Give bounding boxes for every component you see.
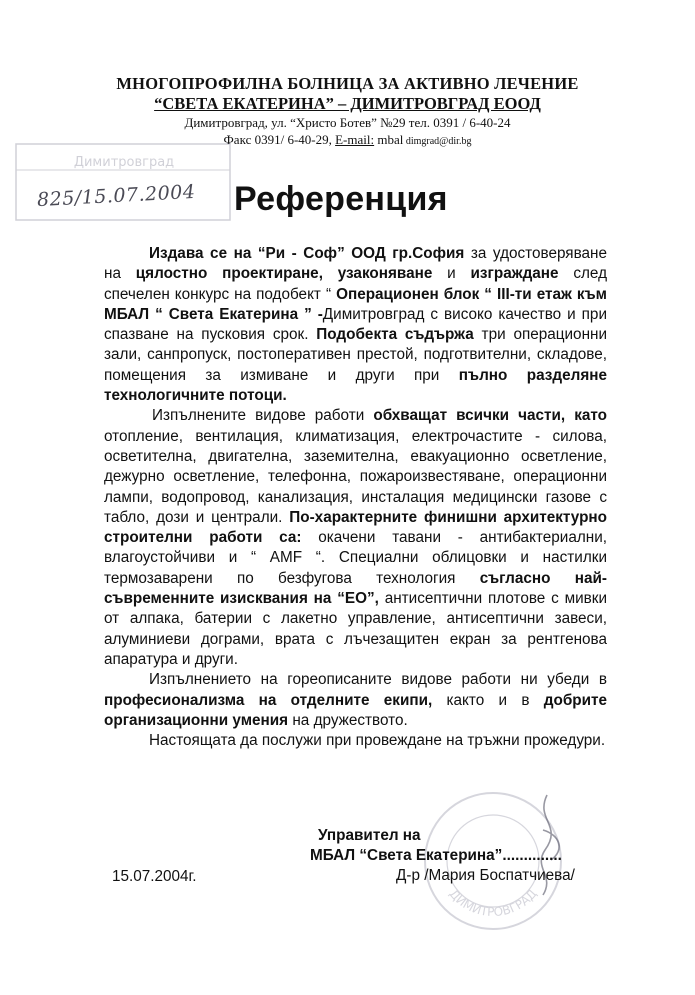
- hospital-address: Димитровград, ул. “Христо Ботев” №29 тел. 0391 / 6-40-24: [184, 115, 511, 130]
- signatory-organization: МБАЛ “Света Екатерина”..............: [310, 847, 562, 864]
- email-label: E-mail:: [335, 132, 375, 147]
- letter-body: [104, 244, 607, 751]
- paragraph-1: Издава се на “Ри - Соф” ООД гр.София за удостоверяване на цялостно проектиране, узаконяване и изграждане след спечелен конкурс на подобект “ Операционен блок “ III-ти етаж към МБАЛ “ Света Екатерина ” -Димитровград с високо качество и при спазване на пусковия срок. Подобекта съдържа три операционни зали, санпропуск, постоперативен престой, подготвителни, складове, помещения за измиване и други при пълно разделяне технологичните потоци.: [104, 245, 608, 405]
- fax-text: Факс 0391/ 6-40-29,: [223, 132, 336, 147]
- stamp-right-text: ДИМИТРОВГРАД: [446, 886, 540, 920]
- signatory-name: Д-р /Мария Боспатчиева/: [396, 867, 575, 884]
- paragraph-4: Настоящата да послужи при провеждане на тръжни прожедури.: [149, 732, 606, 750]
- email-user: mbal: [374, 132, 404, 147]
- registration-number: 825/15.07.2004: [36, 180, 196, 212]
- paragraph-2: Изпълнените видове работи обхващат всички части, като отопление, вентилация, климатизация, електрочастите - силова, осветителна, двигателна, заземителна, евакуационно осветление, дежурно осветление, телефонна, пожароизвестяване, операционни лампи, водопровод, канализация, инсталация медицински газове с табло, дози и централи. По-характерните финишни архитектурно строителни работи са: окачени тавани - антибактериални, влагоустойчиви и “ AMF “. Специални облицовки и настилки термозаварени по безфугова технология съгласно най-съвременните изисквания на “ЕО”, антисептични плотове с мивки от алпака, батерии с лакетно управление, антисептични завеси, алуминиеви дограми, врата с лъчезащитен екран за рентгенова апаратура и други.: [104, 407, 608, 668]
- letterhead: [0, 74, 695, 150]
- hospital-subtitle: “СВЕТА ЕКАТЕРИНА” – ДИМИТРОВГРАД ЕООД: [154, 94, 541, 113]
- page-title: Референция: [234, 180, 448, 218]
- hospital-name: МНОГОПРОФИЛНА БОЛНИЦА ЗА АКТИВНО ЛЕЧЕНИЕ: [116, 74, 579, 93]
- signatory-title: Управител на: [318, 827, 421, 844]
- paragraph-3: Изпълнението на гореописаните видове работи ни убеди в професионализма на отделните екипи, както и в добрите организационни умения на дружеството.: [104, 671, 608, 729]
- document-date: 15.07.2004г.: [112, 868, 197, 885]
- stamp-left-text: Димитровград: [73, 155, 175, 170]
- email-domain: dimgrad@dir.bg: [403, 136, 472, 147]
